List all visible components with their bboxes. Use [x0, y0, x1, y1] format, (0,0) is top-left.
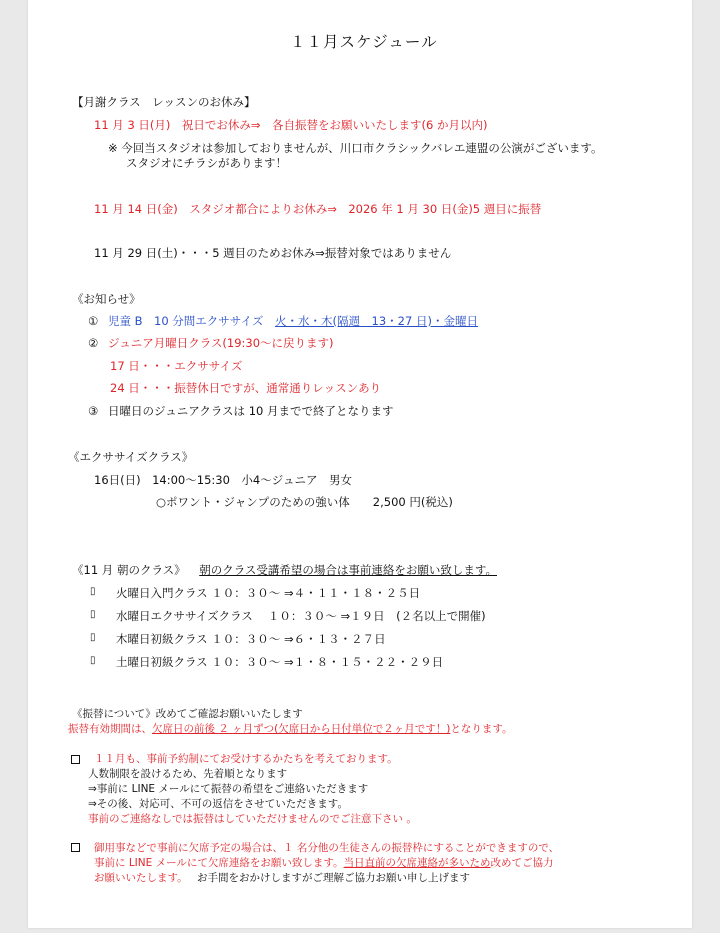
transfer-b1-line-2: 人数制限を設けるため、先着順となります	[88, 768, 288, 780]
transfer-b1-line-5: 事前のご連絡なしでは振替はしていただけませんのでご注意下さい 。	[88, 813, 417, 825]
notice-1	[88, 313, 478, 329]
transfer-b2-line-2	[94, 856, 554, 871]
notice-3-text: 日曜日のジュニアクラスは 10 月までで終了となります	[107, 404, 394, 418]
morning-item-1: 火曜日入門クラス １０：３０～ ⇒４・１１・１８・２５日	[116, 586, 421, 600]
notice-2-sub-1: 17 日・・・エクササイズ	[110, 359, 243, 373]
notice-2-sub-2: 24 日・・・振替休日ですが、通常通りレッスンあり	[110, 381, 382, 395]
transfer-validity-period: 欠席日の前後 ２ ヶ月ずつ(欠席日から日付単位で２ヶ月です！)	[152, 723, 451, 735]
notice-1-days: 火・水・木(隔週 13・27 日)・金曜日	[275, 314, 478, 328]
notice-3	[88, 403, 394, 419]
transfer-validity-a: 振替有効期間は、	[68, 723, 152, 735]
exercise-heading: 《エクササイズクラス》	[68, 450, 194, 464]
holiday-item-2: 11 月 14 日(金) スタジオ都合によりお休み⇒ 2026 年 1 月 30 日(金)5 週目に振替	[94, 202, 542, 216]
transfer-b1-line-1: １１月も、事前予約制にてお受けするかたちを考えております。	[94, 753, 398, 765]
transfer-b2-line-3b: お手間をおかけしますがご理解ご協力お願い申し上げます	[197, 872, 471, 884]
morning-heading-row	[72, 562, 497, 578]
holiday-item-1: 11 月 3 日(月) 祝日でお休み⇒ 各自振替をお願いいたします(6 か月以内)	[94, 118, 488, 132]
document-page	[28, 0, 692, 928]
holiday-note-1: ※ 今回当スタジオは参加しておりませんが、川口市クラシックバレエ連盟の公演がございます。	[108, 141, 603, 155]
bullet-icon: ▯	[90, 632, 96, 643]
transfer-b1-line-3: ⇒事前に LINE メールにて振替の希望をご連絡いただきます	[88, 783, 369, 795]
transfer-b2-line-2a: 事前に LINE メールにて欠席連絡をお願い致します。	[94, 857, 344, 869]
notice-1-text: 児童 B 10 分間エクササイズ	[107, 314, 264, 328]
morning-item-2: 水曜日エクササイズクラス １０：３０～ ⇒１９日 (２名以上で開催)	[116, 609, 486, 623]
transfer-validity-c: となります。	[450, 723, 513, 735]
morning-item-4: 土曜日初級クラス １０：３０～ ⇒１・８・１５・２２・２９日	[116, 655, 444, 669]
morning-item-3: 木曜日初級クラス １０：３０～ ⇒６・１３・２７日	[116, 632, 386, 646]
notice-3-mark: ③	[88, 404, 99, 418]
checkbox-icon	[71, 755, 80, 764]
notice-2-text: ジュニア月曜日クラス(19:30～に戻ります)	[107, 336, 334, 350]
checkbox-icon	[71, 843, 80, 852]
notices-heading: 《お知らせ》	[72, 292, 141, 306]
holidays-heading: 【月謝クラス レッスンのお休み】	[72, 95, 256, 109]
morning-heading: 《11 月 朝のクラス》	[72, 563, 186, 577]
transfer-b2-line-3a: お願いいたします。	[94, 872, 188, 884]
holiday-note-2: スタジオにチラシがあります！	[126, 156, 287, 170]
transfer-heading: 《振替について》改めてご確認お願いいたします	[72, 708, 303, 720]
notice-1-mark: ①	[88, 314, 99, 328]
holiday-item-3: 11 月 29 日(土)・・・5 週目のためお休み⇒振替対象ではありません	[94, 246, 452, 260]
transfer-b2-line-3	[94, 871, 470, 886]
transfer-b2-line-2b: 当日直前の欠席連絡が多いため	[343, 857, 491, 869]
bullet-icon: ▯	[90, 586, 96, 597]
notice-2	[88, 335, 334, 351]
transfer-validity	[68, 722, 513, 737]
transfer-b2-line-2c: 改めてご協力	[490, 857, 554, 869]
transfer-b2-line-1: 御用事などで事前に欠席予定の場合は、１ 名分他の生徒さんの振替枠にすることができますので、	[94, 842, 560, 854]
transfer-b1-line-4: ⇒その後、対応可、不可の返信をさせていただきます。	[88, 798, 348, 810]
notice-2-mark: ②	[88, 336, 99, 350]
exercise-line-1: 16日(日) 14:00～15:30 小4～ジュニア 男女	[94, 473, 352, 487]
page-title: １１月スケジュール	[290, 33, 438, 51]
bullet-icon: ▯	[90, 609, 96, 620]
morning-heading-note: 朝のクラス受講希望の場合は事前連絡をお願い致します。	[199, 563, 497, 577]
exercise-line-2: ○ポワント・ジャンプのための強い体 2,500 円(税込)	[156, 495, 453, 509]
bullet-icon: ▯	[90, 655, 96, 666]
